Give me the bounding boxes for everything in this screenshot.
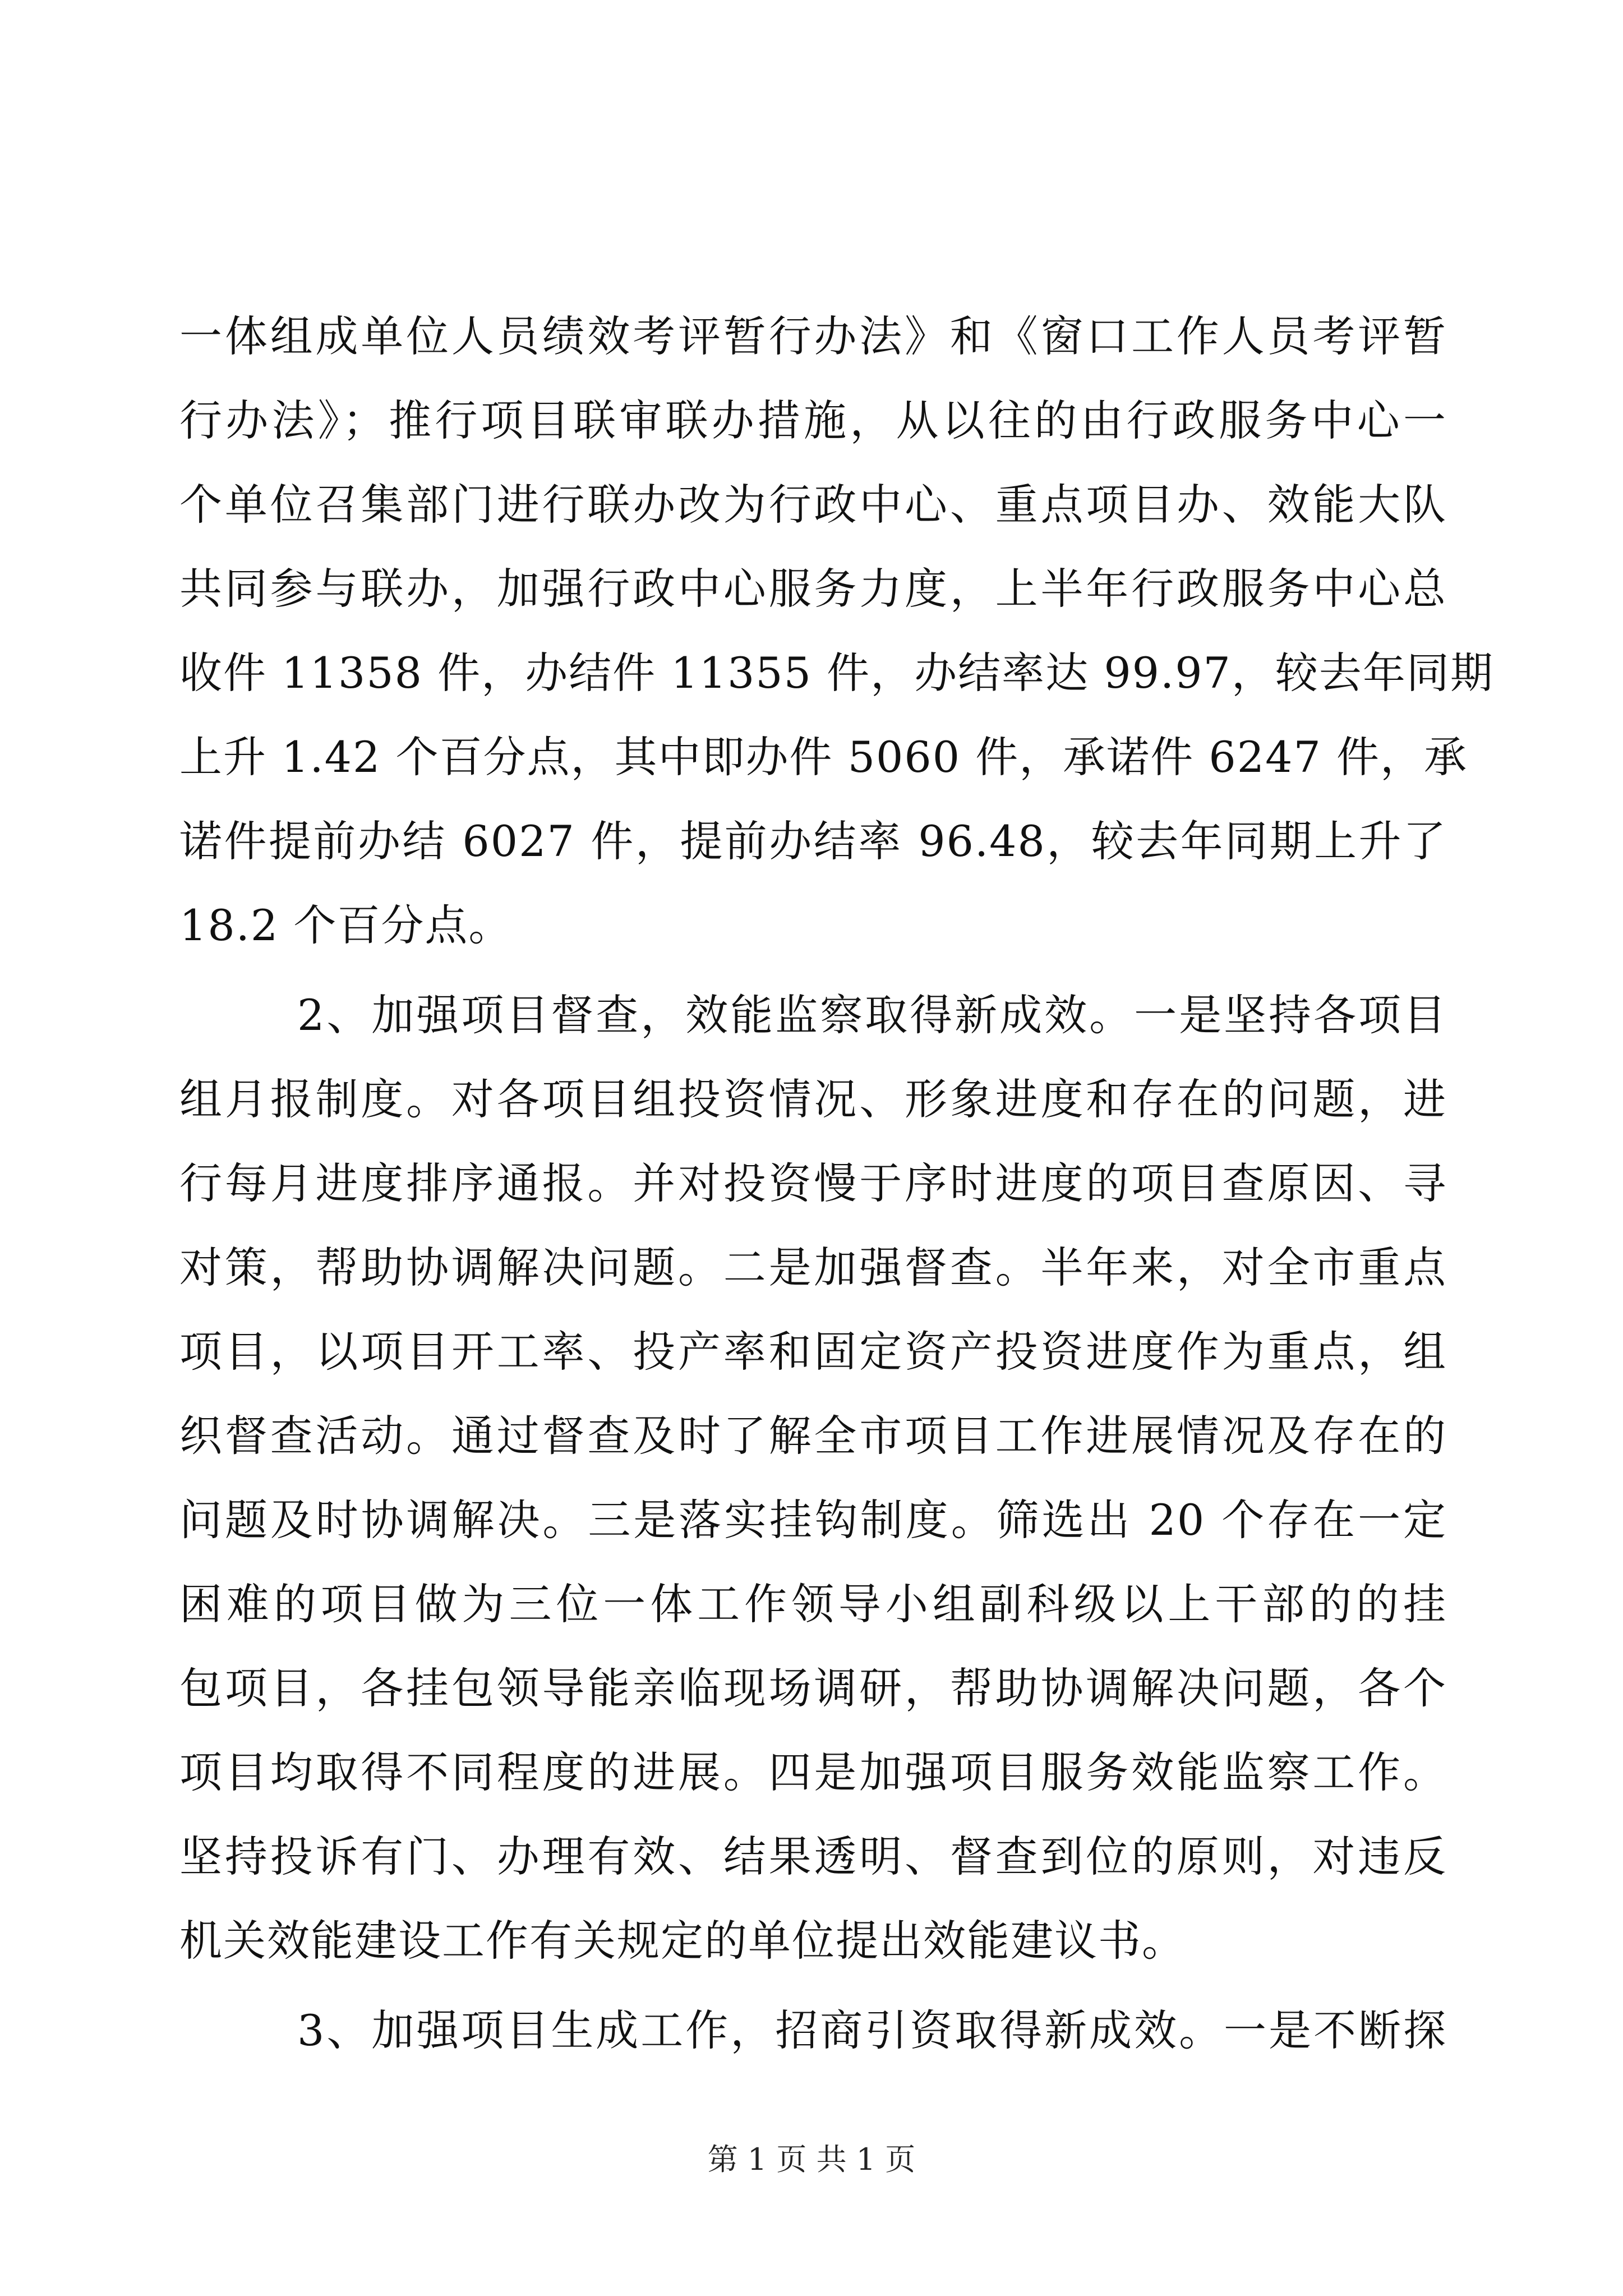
text-line: 对策，帮助协调解决问题。二是加强督查。半年来，对全市重点 <box>179 1243 1447 1292</box>
paragraph-start-line: 2、加强项目督查，效能监察取得新成效。一是坚持各项目 <box>297 990 1447 1040</box>
text-line: 问题及时协调解决。三是落实挂钩制度。筛选出 20 个存在一定 <box>179 1495 1447 1545</box>
page-footer: 第 1 页 共 1 页 <box>707 2142 916 2177</box>
text-line: 织督查活动。通过督查及时了解全市项目工作进展情况及存在的 <box>179 1411 1447 1461</box>
text-line: 项目均取得不同程度的进展。四是加强项目服务效能监察工作。 <box>179 1747 1447 1797</box>
text-line: 机关效能建设工作有关规定的单位提出效能建议书。 <box>179 1916 1186 1966</box>
text-line: 项目，以项目开工率、投产率和固定资产投资进度作为重点，组 <box>179 1327 1447 1377</box>
text-line: 一体组成单位人员绩效考评暂行办法》和《窗口工作人员考评暂 <box>179 311 1447 361</box>
text-line: 行每月进度排序通报。并对投资慢于序时进度的项目查原因、寻 <box>179 1158 1447 1208</box>
text-line: 行办法》；推行项目联审联办措施，从以往的由行政服务中心一 <box>179 395 1447 445</box>
text-line: 包项目，各挂包领导能亲临现场调研，帮助协调解决问题，各个 <box>179 1663 1447 1713</box>
text-line: 收件 11358 件，办结件 11355 件，办结率达 99.97，较去年同期 <box>179 648 1494 698</box>
text-line: 个单位召集部门进行联办改为行政中心、重点项目办、效能大队 <box>179 480 1447 530</box>
text-line: 共同参与联办，加强行政中心服务力度，上半年行政服务中心总 <box>179 564 1447 614</box>
text-line: 坚持投诉有门、办理有效、结果透明、督查到位的原则，对违反 <box>179 1832 1447 1881</box>
text-line: 18.2 个百分点。 <box>179 900 513 950</box>
text-line: 困难的项目做为三位一体工作领导小组副科级以上干部的的挂 <box>179 1579 1447 1629</box>
text-line: 组月报制度。对各项目组投资情况、形象进度和存在的问题，进 <box>179 1074 1447 1124</box>
paragraph-start-line: 3、加强项目生成工作，招商引资取得新成效。一是不断探 <box>297 2005 1447 2055</box>
text-line: 上升 1.42 个百分点，其中即办件 5060 件，承诺件 6247 件，承 <box>179 732 1468 782</box>
text-line: 诺件提前办结 6027 件，提前办结率 96.48，较去年同期上升了 <box>179 816 1447 866</box>
